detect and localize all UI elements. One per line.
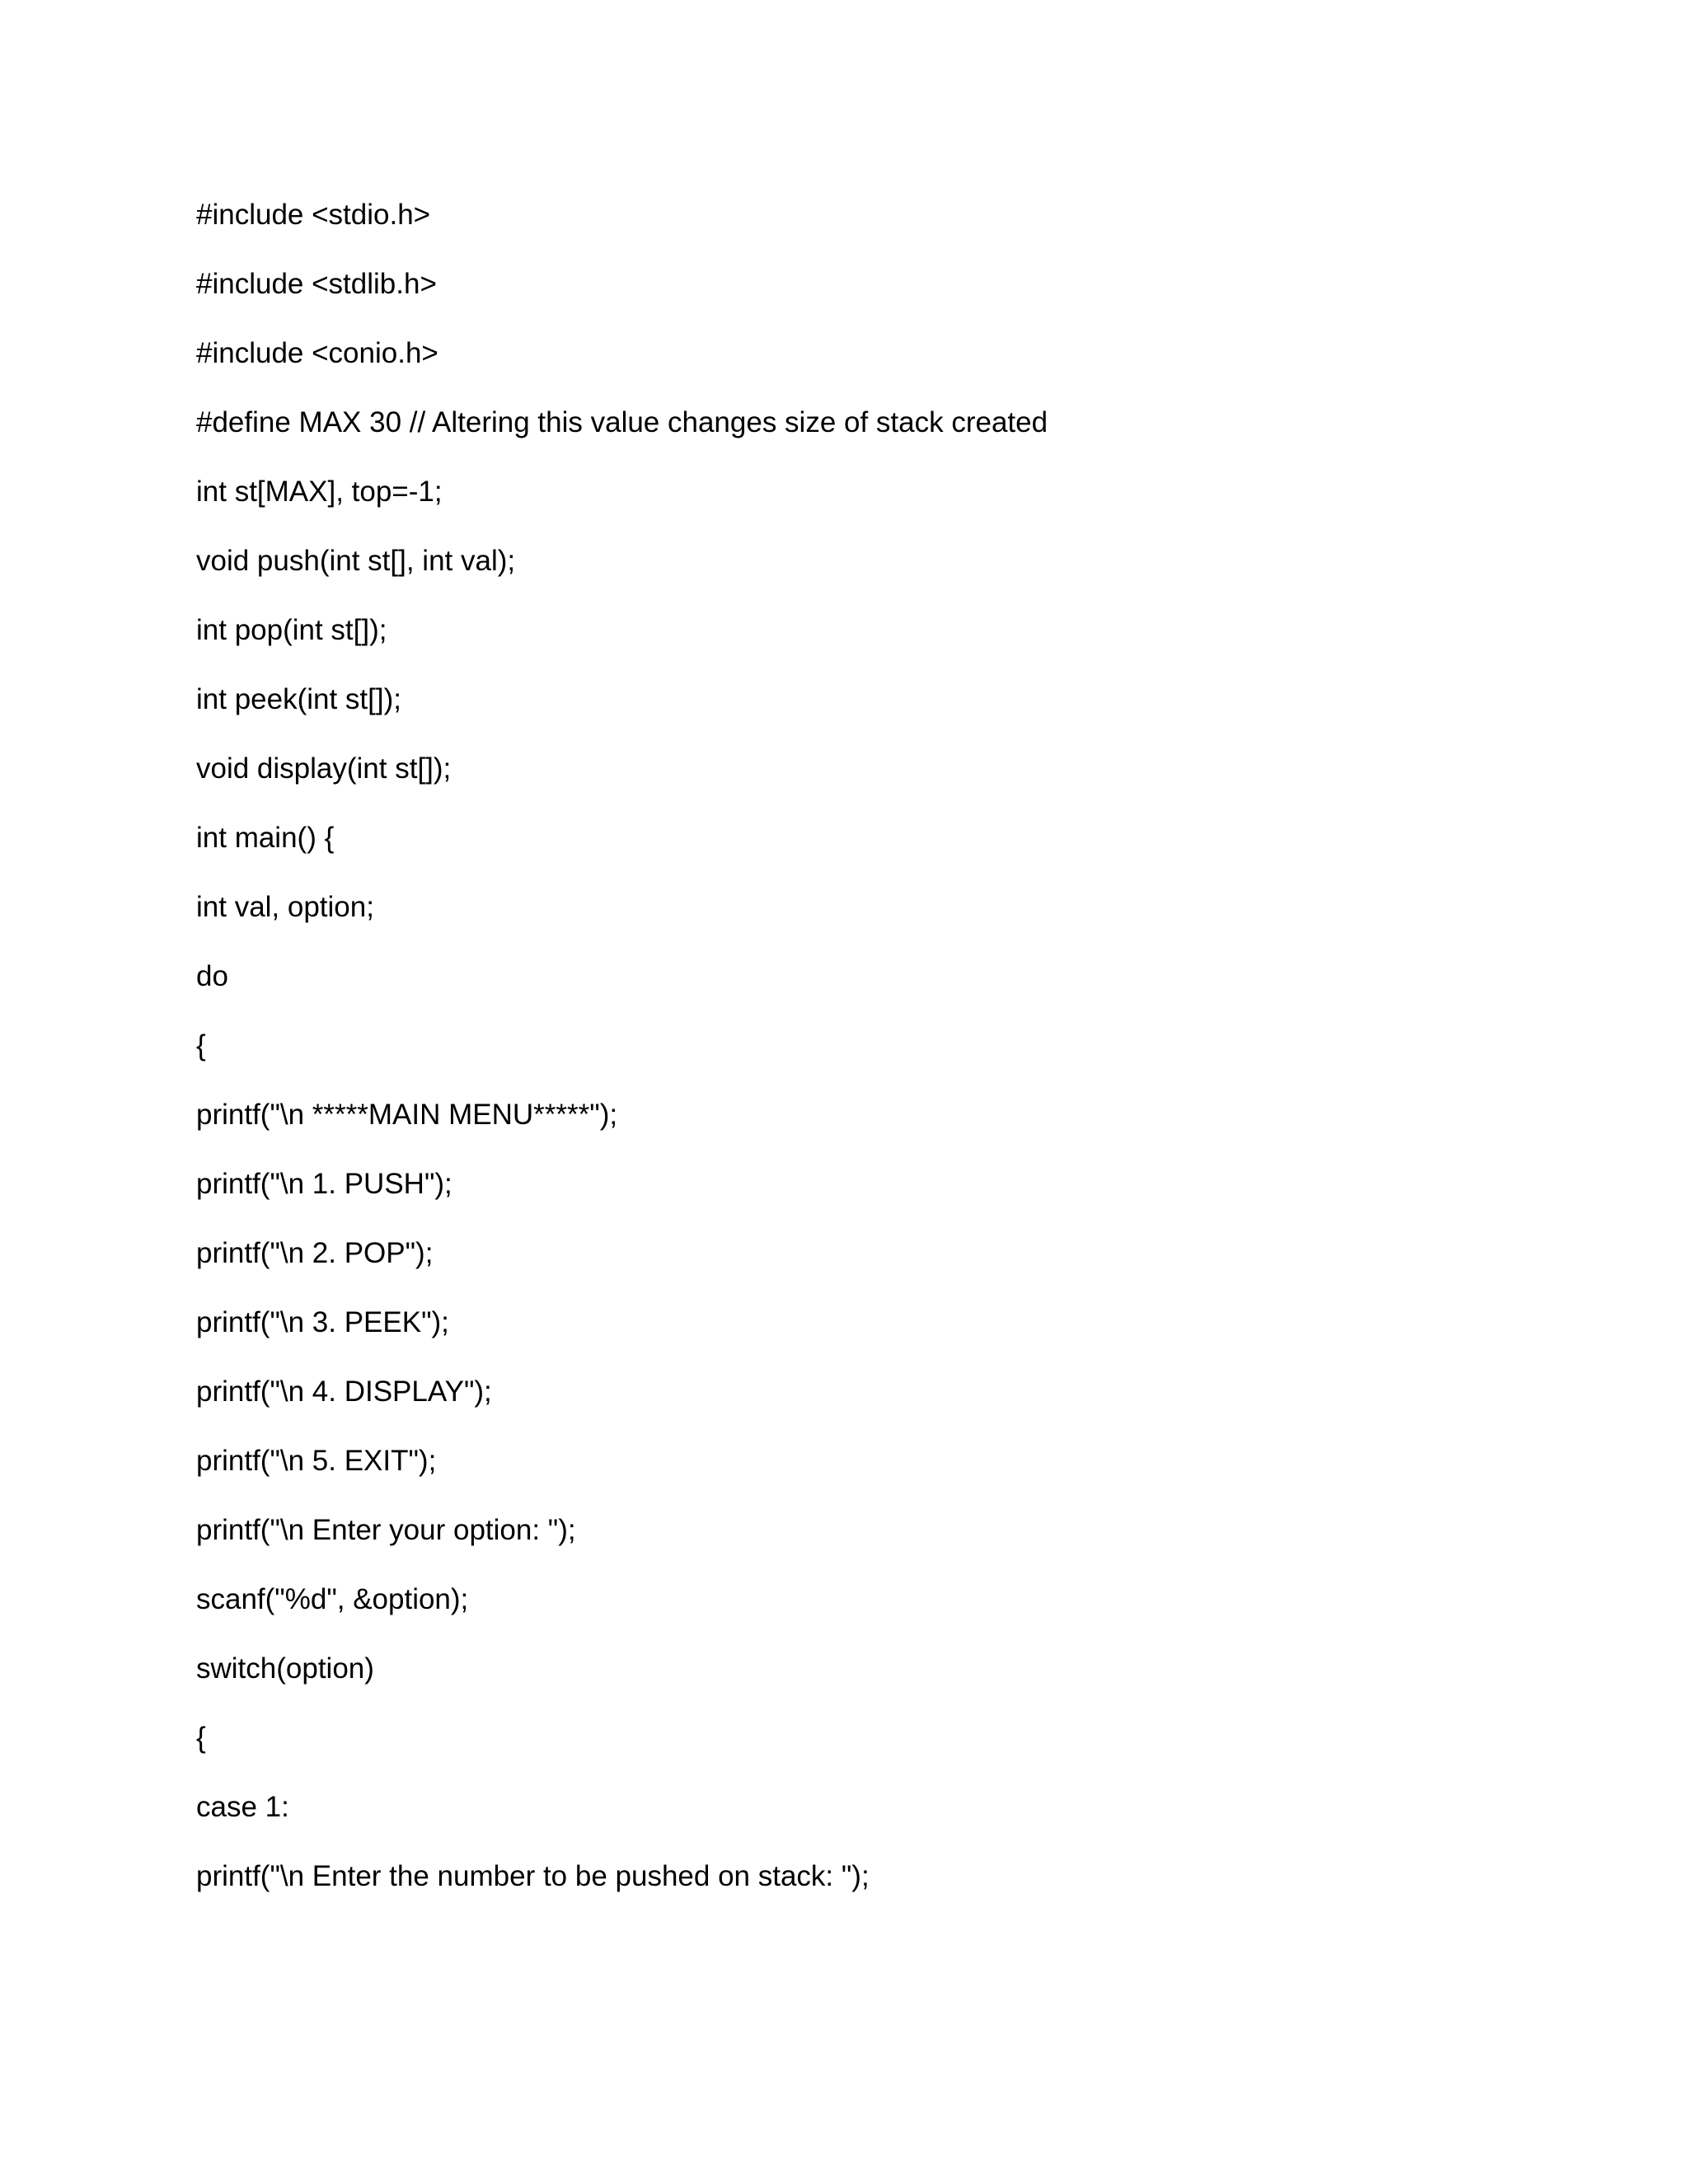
code-line: do <box>196 960 228 992</box>
code-line: void push(int st[], int val); <box>196 545 516 577</box>
code-line: printf("\n 5. EXIT"); <box>196 1445 437 1477</box>
code-line: printf("\n Enter your option: "); <box>196 1514 576 1546</box>
code-line: { <box>196 1029 206 1062</box>
code-line: #include <stdio.h> <box>196 199 431 231</box>
code-line: { <box>196 1722 206 1754</box>
code-line: printf("\n 4. DISPLAY"); <box>196 1376 492 1408</box>
code-line: scanf("%d", &option); <box>196 1583 469 1615</box>
code-line: int pop(int st[]); <box>196 614 387 646</box>
code-line: printf("\n 3. PEEK"); <box>196 1306 449 1338</box>
code-line: void display(int st[]); <box>196 752 452 785</box>
code-line: printf("\n *****MAIN MENU*****"); <box>196 1099 618 1131</box>
code-line: printf("\n 2. POP"); <box>196 1237 434 1269</box>
code-line: #include <stdlib.h> <box>196 268 437 300</box>
code-line: int main() { <box>196 822 335 854</box>
code-line: int st[MAX], top=-1; <box>196 476 443 508</box>
code-line: printf("\n 1. PUSH"); <box>196 1168 452 1200</box>
code-line: #define MAX 30 // Altering this value changes size of stack created <box>196 406 1048 438</box>
code-line: switch(option) <box>196 1652 374 1685</box>
code-line: #include <conio.h> <box>196 337 438 369</box>
code-line: int val, option; <box>196 891 374 923</box>
code-line: case 1: <box>196 1791 289 1823</box>
code-line: int peek(int st[]); <box>196 683 401 715</box>
code-line: printf("\n Enter the number to be pushed on stack: "); <box>196 1860 870 1892</box>
